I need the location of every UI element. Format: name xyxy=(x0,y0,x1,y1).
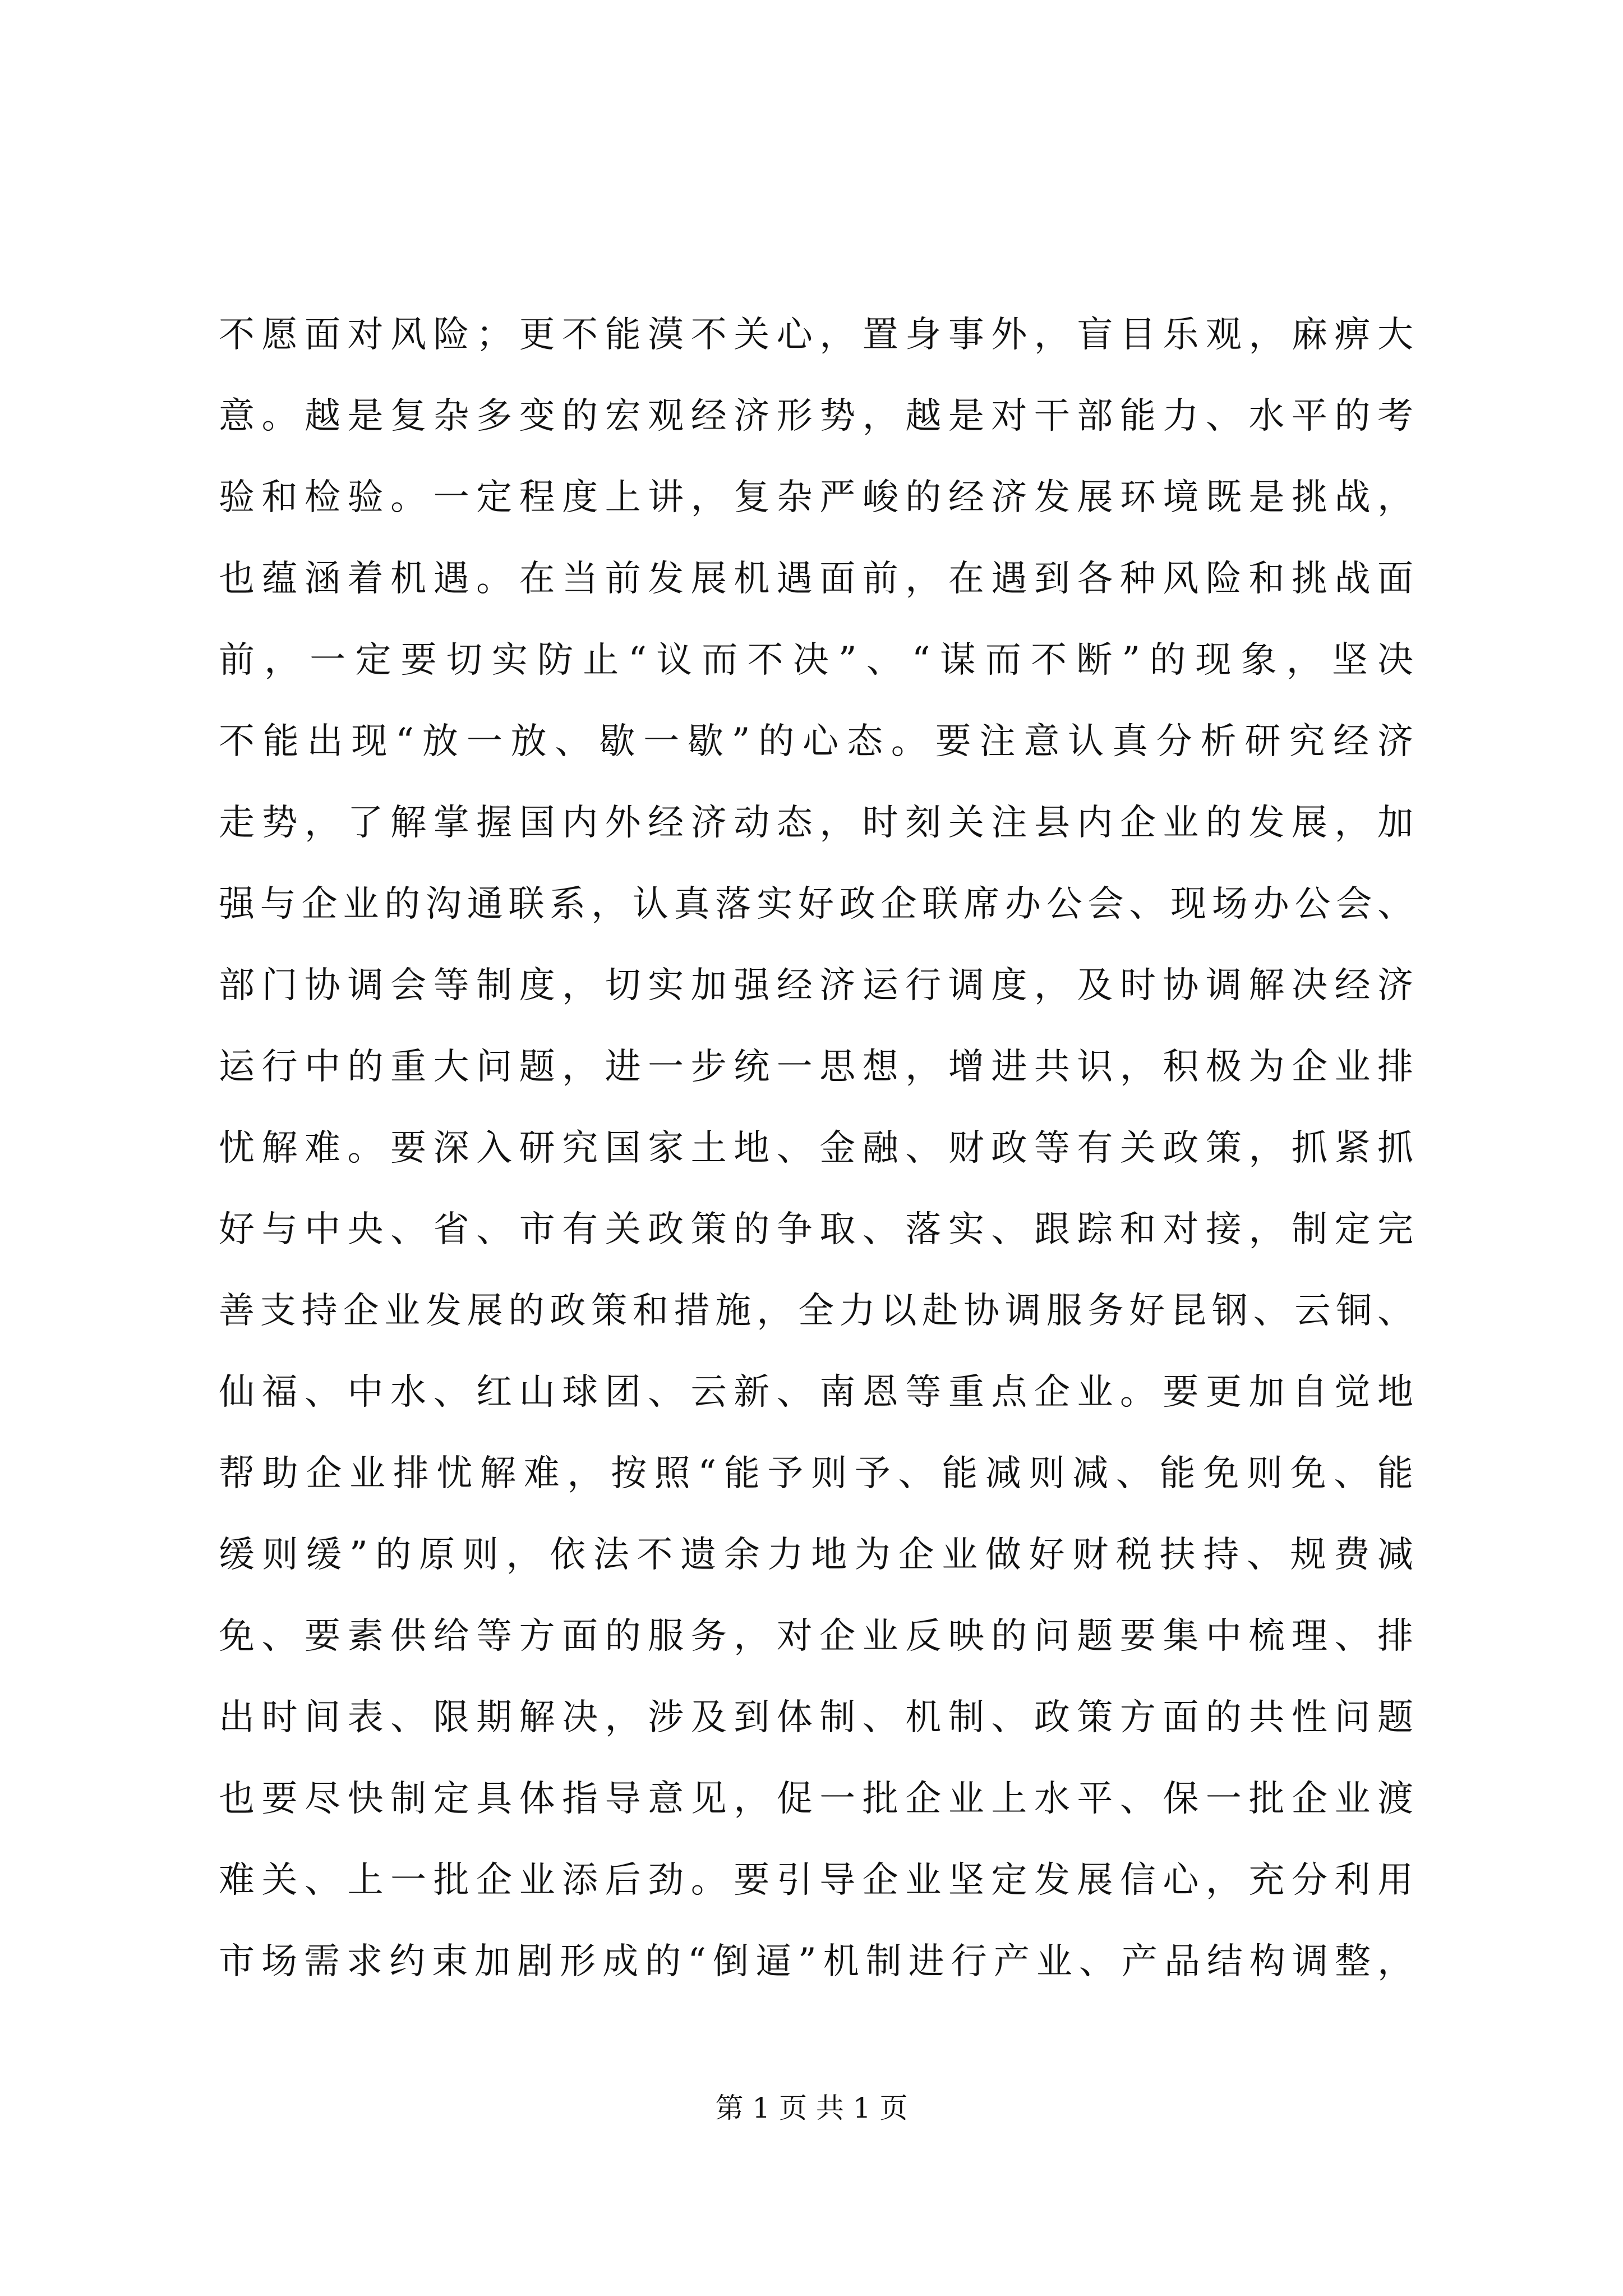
text-line: 前，一定要切实防止“议而不决”、“谋而不断”的现象，坚决 xyxy=(219,639,1413,681)
text-line: 市场需求约束加剧形成的“倒逼”机制进行产业、产品结构调整， xyxy=(219,1941,1413,1982)
text-line: 部门协调会等制度，切实加强经济运行调度，及时协调解决经济 xyxy=(219,965,1413,1006)
text-line: 验和检验。一定程度上讲，复杂严峻的经济发展环境既是挑战， xyxy=(219,477,1413,518)
text-line: 难关、上一批企业添后劲。要引导企业坚定发展信心，充分利用 xyxy=(219,1860,1413,1901)
text-line: 也要尽快制定具体指导意见，促一批企业上水平、保一批企业渡 xyxy=(219,1778,1413,1820)
text-line: 好与中央、省、市有关政策的争取、落实、跟踪和对接，制定完 xyxy=(219,1209,1413,1250)
text-line: 强与企业的沟通联系，认真落实好政企联席办公会、现场办公会、 xyxy=(219,884,1413,925)
text-line: 走势，了解掌握国内外经济动态，时刻关注县内企业的发展，加 xyxy=(219,802,1413,844)
text-line: 出时间表、限期解决，涉及到体制、机制、政策方面的共性问题 xyxy=(219,1697,1413,1738)
text-line: 忧解难。要深入研究国家土地、金融、财政等有关政策，抓紧抓 xyxy=(219,1128,1413,1169)
text-line: 免、要素供给等方面的服务，对企业反映的问题要集中梳理、排 xyxy=(219,1616,1413,1657)
text-line: 帮助企业排忧解难，按照“能予则予、能减则减、能免则免、能 xyxy=(219,1453,1413,1494)
text-line: 仙福、中水、红山球团、云新、南恩等重点企业。要更加自觉地 xyxy=(219,1372,1413,1413)
text-line: 意。越是复杂多变的宏观经济形势，越是对干部能力、水平的考 xyxy=(219,395,1413,437)
page-footer: 第 1 页 共 1 页 xyxy=(715,2092,908,2124)
text-line: 不愿面对风险；更不能漠不关心，置身事外，盲目乐观，麻痹大 xyxy=(219,314,1413,356)
text-line: 也蕴涵着机遇。在当前发展机遇面前，在遇到各种风险和挑战面 xyxy=(219,558,1413,600)
body-paragraph xyxy=(219,295,1413,2003)
text-line: 不能出现“放一放、歇一歇”的心态。要注意认真分析研究经济 xyxy=(219,721,1413,762)
text-line: 善支持企业发展的政策和措施，全力以赴协调服务好昆钢、云铜、 xyxy=(219,1290,1413,1332)
text-line: 运行中的重大问题，进一步统一思想，增进共识，积极为企业排 xyxy=(219,1046,1413,1088)
text-line: 缓则缓”的原则，依法不遗余力地为企业做好财税扶持、规费减 xyxy=(219,1534,1413,1576)
